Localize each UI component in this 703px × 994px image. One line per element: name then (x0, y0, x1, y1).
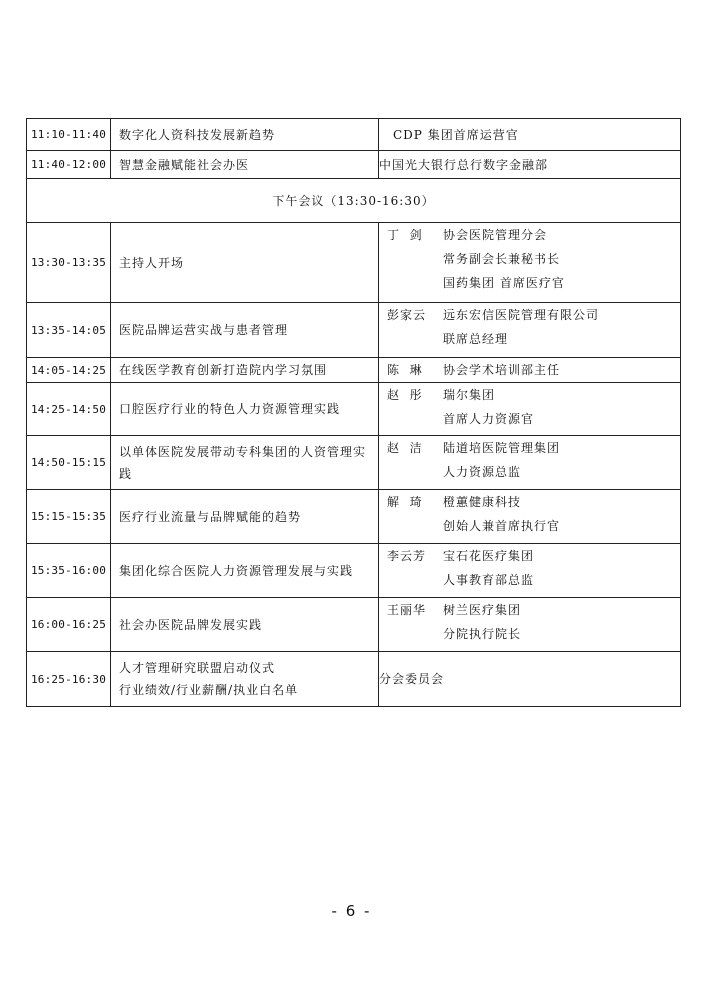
session-topic: 数字化人资科技发展新趋势 (111, 119, 379, 151)
session-time: 16:25-16:30 (27, 652, 111, 707)
agenda-table (26, 118, 681, 707)
session-topic: 医院品牌运营实战与患者管理 (111, 303, 379, 358)
afternoon-section-header: 下午会议（13:30-16:30） (27, 179, 681, 223)
session-time: 15:35-16:00 (27, 544, 111, 598)
session-speaker (379, 544, 681, 598)
table-row (27, 358, 681, 383)
speaker-name: 解 琦 (387, 495, 423, 509)
speaker-role: 陆道培医院管理集团 (443, 441, 561, 455)
speaker-name: 赵 洁 (387, 441, 423, 455)
session-time: 14:50-15:15 (27, 436, 111, 490)
speaker-role: 协会学术培训部主任 (443, 363, 561, 377)
speaker-name: 李云芳 (387, 549, 427, 563)
speaker-name: 王丽华 (387, 603, 427, 617)
session-speaker: 分会委员会 (379, 652, 681, 707)
session-speaker (379, 436, 681, 490)
session-time: 13:35-14:05 (27, 303, 111, 358)
speaker-role: 首席人力资源官 (443, 412, 535, 426)
session-time: 11:10-11:40 (27, 119, 111, 151)
session-speaker (379, 383, 681, 436)
session-topic: 以单体医院发展带动专科集团的人资管理实践 (111, 436, 379, 490)
speaker-name: 彭家云 (387, 308, 427, 322)
session-time: 14:25-14:50 (27, 383, 111, 436)
session-topic: 医疗行业流量与品牌赋能的趋势 (111, 490, 379, 544)
session-time: 11:40-12:00 (27, 151, 111, 179)
table-row (27, 223, 681, 303)
session-speaker (379, 223, 681, 303)
table-row (27, 544, 681, 598)
speaker-name: 丁 剑 (387, 228, 423, 242)
speaker-role: 瑞尔集团 (443, 388, 496, 402)
speaker-role: 橙蕙健康科技 (443, 495, 522, 509)
session-topic: 主持人开场 (111, 223, 379, 303)
table-row (27, 179, 681, 223)
topic-line: 行业绩效/行业薪酬/执业白名单 (119, 683, 299, 697)
table-row (27, 119, 681, 151)
speaker-role: 人事教育部总监 (443, 573, 535, 587)
table-row (27, 598, 681, 652)
session-speaker (379, 303, 681, 358)
session-speaker: CDP 集团首席运营官 (379, 119, 681, 151)
topic-line: 人才管理研究联盟启动仪式 (119, 661, 276, 675)
table-row (27, 652, 681, 707)
speaker-role: 分院执行院长 (443, 627, 522, 641)
agenda-sheet (26, 118, 680, 707)
table-row (27, 436, 681, 490)
speaker-role: 国药集团 首席医疗官 (443, 276, 565, 290)
session-topic: 社会办医院品牌发展实践 (111, 598, 379, 652)
session-time: 14:05-14:25 (27, 358, 111, 383)
table-row (27, 383, 681, 436)
session-speaker: 中国光大银行总行数字金融部 (379, 151, 681, 179)
speaker-role: 协会医院管理分会 (443, 228, 548, 242)
speaker-role: 树兰医疗集团 (443, 603, 522, 617)
speaker-role: 远东宏信医院管理有限公司 (443, 308, 600, 322)
session-speaker (379, 598, 681, 652)
session-time: 13:30-13:35 (27, 223, 111, 303)
session-time: 16:00-16:25 (27, 598, 111, 652)
speaker-role: 联席总经理 (443, 332, 509, 346)
speaker-role: 宝石花医疗集团 (443, 549, 535, 563)
session-topic: 智慧金融赋能社会办医 (111, 151, 379, 179)
session-topic (111, 652, 379, 707)
speaker-name: 赵 彤 (387, 388, 423, 402)
session-topic: 集团化综合医院人力资源管理发展与实践 (111, 544, 379, 598)
speaker-role: 常务副会长兼秘书长 (443, 252, 561, 266)
table-row (27, 490, 681, 544)
page-number: - 6 - (331, 902, 372, 920)
session-time: 15:15-15:35 (27, 490, 111, 544)
speaker-role: 人力资源总监 (443, 465, 522, 479)
speaker-name: 陈 琳 (387, 363, 423, 377)
session-speaker (379, 490, 681, 544)
session-speaker (379, 358, 681, 383)
table-row (27, 151, 681, 179)
table-row (27, 303, 681, 358)
speaker-role: 创始人兼首席执行官 (443, 519, 561, 533)
session-topic: 在线医学教育创新打造院内学习氛围 (111, 358, 379, 383)
session-topic: 口腔医疗行业的特色人力资源管理实践 (111, 383, 379, 436)
